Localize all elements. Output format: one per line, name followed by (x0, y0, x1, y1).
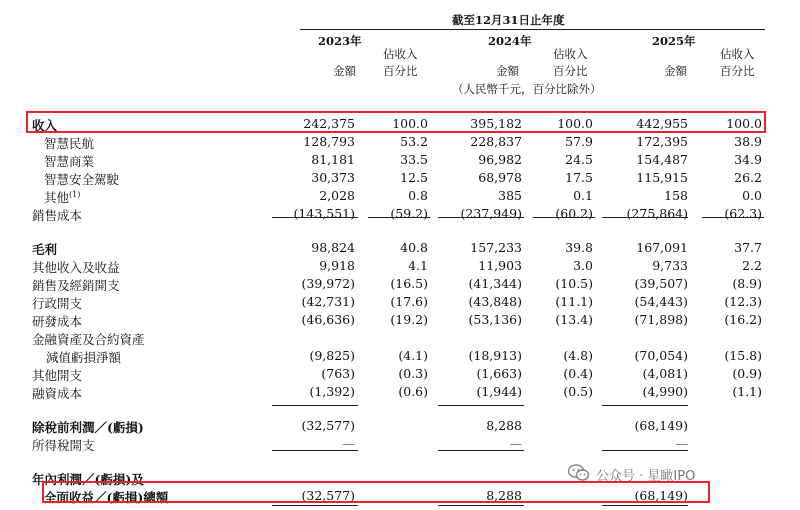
sub-total-rule-1 (272, 217, 358, 218)
period-rule (300, 29, 765, 30)
cell-amount-2023: (42,731) (301, 294, 355, 309)
cell-amount-2023: 81,181 (311, 152, 355, 167)
cell-pct-2023: 40.8 (400, 240, 428, 255)
cell-amount-2023: (763) (321, 366, 355, 381)
cell-pct-2024: (11.1) (555, 294, 593, 309)
cell-amount-2024: 8,288 (486, 488, 522, 503)
cell-pct-2025: 0.0 (742, 188, 762, 203)
cell-amount-2024: (18,913) (468, 348, 522, 363)
cell-amount-2025: (68,149) (634, 418, 688, 433)
cell-pct-2023: (4.1) (398, 348, 428, 363)
cell-pct-2023: 0.8 (408, 188, 428, 203)
cell-amount-2025: (39,507) (634, 276, 688, 291)
cell-amount-2024: (1,944) (476, 384, 522, 399)
sub-total-rule-6 (702, 217, 764, 218)
cell-pct-2025: 37.7 (734, 240, 762, 255)
row-label: 行政開支 (32, 296, 83, 311)
pbt-rule-1 (272, 405, 358, 406)
cell-amount-2025: (70,054) (634, 348, 688, 363)
footnote-marker: (1) (69, 189, 81, 199)
cell-pct-2023: 4.1 (408, 258, 428, 273)
cell-amount-2023: 98,824 (311, 240, 355, 255)
cell-amount-2024: (1,663) (476, 366, 522, 381)
cell-amount-2025: 154,487 (636, 152, 688, 167)
row-label: 所得稅開支 (32, 438, 95, 453)
cell-pct-2025: 34.9 (734, 152, 762, 167)
cell-amount-2025: (54,443) (634, 294, 688, 309)
cell-pct-2024: 3.0 (573, 258, 593, 273)
wechat-icon (568, 464, 590, 486)
row-label: 融資成本 (32, 386, 83, 401)
cell-pct-2024: (60.2) (555, 206, 593, 221)
row-label: 銷售及經銷開支 (32, 278, 120, 293)
cell-pct-2024: 39.8 (565, 240, 593, 255)
cell-amount-2023: (46,636) (301, 312, 355, 327)
cell-pct-2024: (0.4) (563, 366, 593, 381)
cell-amount-2025: 158 (664, 188, 688, 203)
cell-amount-2024: 385 (498, 188, 522, 203)
row-label: 毛利 (32, 242, 58, 257)
tax-rule-2 (438, 450, 524, 451)
cell-pct-2025: (8.9) (732, 276, 762, 291)
row-label: 收入 (32, 118, 58, 133)
cell-pct-2023: 100.0 (392, 116, 428, 131)
cell-pct-2023: (0.6) (398, 384, 428, 399)
cell-pct-2023: (17.6) (390, 294, 428, 309)
amount-label-2023: 金額 (333, 64, 356, 78)
cell-pct-2025: (1.1) (732, 384, 762, 399)
cell-pct-2024: (4.8) (563, 348, 593, 363)
cell-amount-2025: — (675, 436, 688, 451)
cell-amount-2024: 8,288 (486, 418, 522, 433)
cell-pct-2024: 0.1 (573, 188, 593, 203)
row-label: 智慧商業 (44, 154, 95, 169)
cell-pct-2024: (0.5) (563, 384, 593, 399)
cell-pct-2023: (19.2) (390, 312, 428, 327)
cell-amount-2025: (4,990) (642, 384, 688, 399)
row-label: 全面收益／(虧損)總額 (44, 490, 169, 505)
cell-amount-2024: 395,182 (470, 116, 522, 131)
row-label: 年內利潤／(虧損)及 (32, 472, 144, 487)
cell-amount-2023: 242,375 (303, 116, 355, 131)
cell-amount-2024: 68,978 (478, 170, 522, 185)
cell-amount-2024: (43,848) (468, 294, 522, 309)
cell-pct-2023: 33.5 (400, 152, 428, 167)
pct-label-2023-l1: 佔收入 (383, 47, 418, 61)
cell-pct-2024: 57.9 (565, 134, 593, 149)
cell-amount-2023: (39,972) (301, 276, 355, 291)
pct-label-2025-l1: 佔收入 (720, 47, 755, 61)
pbt-rule-2 (438, 405, 524, 406)
cell-amount-2025: 442,955 (636, 116, 688, 131)
sub-total-rule-5 (602, 217, 688, 218)
cell-amount-2024: (41,344) (468, 276, 522, 291)
revenue-highlight-box (26, 111, 766, 133)
cell-amount-2023: 30,373 (311, 170, 355, 185)
cell-pct-2024: (10.5) (555, 276, 593, 291)
tax-rule-3 (602, 450, 688, 451)
cell-amount-2024: 96,982 (478, 152, 522, 167)
cell-amount-2024: (53,136) (468, 312, 522, 327)
cell-amount-2023: (1,392) (309, 384, 355, 399)
pct-label-2023-l2: 百分比 (383, 64, 418, 78)
row-label: 研發成本 (32, 314, 83, 329)
row-label: 智慧民航 (44, 136, 95, 151)
cell-pct-2023: 53.2 (400, 134, 428, 149)
pct-label-2024-l2: 百分比 (553, 64, 588, 78)
row-label: 銷售成本 (32, 208, 83, 223)
cell-pct-2023: 12.5 (400, 170, 428, 185)
cell-amount-2025: 172,395 (636, 134, 688, 149)
watermark-text: 公众号 · 星瞰IPO (596, 469, 696, 484)
cell-amount-2024: 157,233 (470, 240, 522, 255)
unit-note: （人民幣千元，百分比除外） (452, 82, 602, 96)
year-2023: 2023年 (318, 34, 362, 48)
row-label (44, 188, 80, 206)
cell-pct-2025: 100.0 (726, 116, 762, 131)
cell-pct-2023: (16.5) (390, 276, 428, 291)
cell-pct-2025: (15.8) (724, 348, 762, 363)
cell-amount-2024: (237,949) (460, 206, 522, 221)
amount-label-2025: 金額 (664, 64, 687, 78)
row-label: 其他收入及收益 (32, 260, 120, 275)
year-2025: 2025年 (652, 34, 696, 48)
sub-total-rule-2 (368, 217, 430, 218)
cell-amount-2025: 167,091 (636, 240, 688, 255)
row-label: 減值虧損淨額 (46, 350, 122, 365)
cell-amount-2024: 11,903 (478, 258, 522, 273)
cell-pct-2024: 100.0 (557, 116, 593, 131)
total-income-highlight-box (42, 481, 710, 503)
cell-pct-2023: (59.2) (390, 206, 428, 221)
row-label-text: 其他 (44, 190, 70, 205)
pct-label-2024-l1: 佔收入 (553, 47, 588, 61)
period-header: 截至12月31日止年度 (452, 13, 565, 27)
cell-amount-2023: — (342, 436, 355, 451)
cell-pct-2025: (0.9) (732, 366, 762, 381)
cell-amount-2025: (68,149) (634, 488, 688, 503)
cell-amount-2025: (71,898) (634, 312, 688, 327)
cell-amount-2023: (9,825) (309, 348, 355, 363)
row-label: 除稅前利潤／(虧損) (32, 420, 144, 435)
cell-amount-2023: (32,577) (301, 488, 355, 503)
cell-amount-2023: 2,028 (319, 188, 355, 203)
sub-total-rule-4 (533, 217, 595, 218)
cell-amount-2024: 228,837 (470, 134, 522, 149)
row-label: 金融資產及合約資產 (32, 332, 145, 347)
amount-label-2024: 金額 (496, 64, 519, 78)
cell-amount-2023: 128,793 (303, 134, 355, 149)
year-2024: 2024年 (488, 34, 532, 48)
cell-pct-2025: 38.9 (734, 134, 762, 149)
cell-pct-2024: (13.4) (555, 312, 593, 327)
cell-pct-2025: 26.2 (734, 170, 762, 185)
cell-amount-2025: 115,915 (636, 170, 688, 185)
cell-pct-2025: 2.2 (742, 258, 762, 273)
sub-total-rule-3 (438, 217, 524, 218)
cell-amount-2023: 9,918 (319, 258, 355, 273)
row-label: 智慧安全駕駛 (44, 172, 120, 187)
cell-pct-2024: 24.5 (565, 152, 593, 167)
row-label: 其他開支 (32, 368, 83, 383)
cell-amount-2025: 9,733 (652, 258, 688, 273)
pbt-rule-3 (602, 405, 688, 406)
cell-pct-2024: 17.5 (565, 170, 593, 185)
pct-label-2025-l2: 百分比 (720, 64, 755, 78)
cell-amount-2023: (32,577) (301, 418, 355, 433)
cell-pct-2025: (12.3) (724, 294, 762, 309)
cell-pct-2025: (16.2) (724, 312, 762, 327)
cell-pct-2023: (0.3) (398, 366, 428, 381)
tax-rule-1 (272, 450, 358, 451)
cell-amount-2023: (143,551) (293, 206, 355, 221)
cell-amount-2024: — (509, 436, 522, 451)
cell-pct-2025: (62.3) (724, 206, 762, 221)
cell-amount-2025: (4,081) (642, 366, 688, 381)
cell-amount-2025: (275,864) (626, 206, 688, 221)
